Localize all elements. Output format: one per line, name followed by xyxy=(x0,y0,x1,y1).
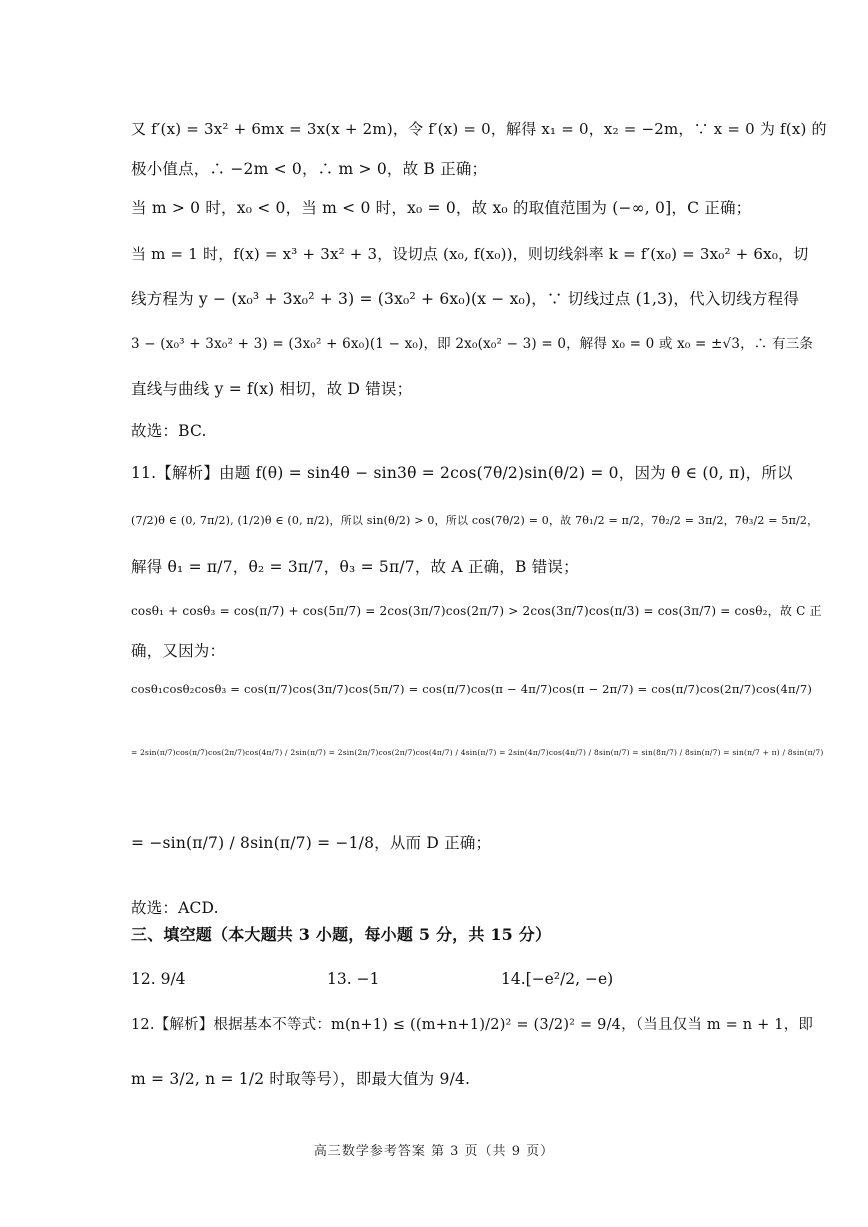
text-line-5: 线方程为 y − (x₀³ + 3x₀² + 3) = (3x₀² + 6x₀)(x − x₀)，∵ 切线过点 (1,3)，代入切线方程得 xyxy=(131,290,800,308)
text-line-10: (7/2)θ ∈ (0, 7π/2), (1/2)θ ∈ (0, π/2)，所以 sin(θ/2) > 0，所以 cos(7θ/2) = 0，故 7θ₁/2 = π/2，7θ₂/2 = 3π/2，7θ₃/2 = 5π/2， xyxy=(131,514,819,527)
text-line-18: 12.【解析】根据基本不等式：m(n+1) ≤ ((m+n+1)/2)² = (3/2)² = 9/4，（当且仅当 m = n + 1，即 xyxy=(131,1017,814,1033)
text-line-12: cosθ₁ + cosθ₃ = cos(π/7) + cos(5π/7) = 2cos(3π/7)cos(2π/7) > 2cos(3π/7)cos(π/3) = cos(3π/7) = cosθ₂，故 C 正 xyxy=(131,604,822,618)
text-line-16: = −sin(π/7) / 8sin(π/7) = −1/8，从而 D 正确； xyxy=(131,834,492,852)
text-line-14: cosθ₁cosθ₂cosθ₃ = cos(π/7)cos(3π/7)cos(5π/7) = cos(π/7)cos(π − 4π/7)cos(π − 2π/7) = cos(π/7)cos(2π/7)cos(4π/7) xyxy=(131,682,813,696)
text-line-7: 直线与曲线 y = f(x) 相切，故 D 错误； xyxy=(131,380,413,398)
answer-14: 14.[−e²/2, −e) xyxy=(501,970,614,988)
text-line-19: m = 3/2, n = 1/2 时取等号），即最大值为 9/4. xyxy=(131,1070,471,1088)
text-line-8: 故选：BC. xyxy=(131,422,207,440)
answer-12: 12. 9/4 xyxy=(131,970,186,988)
text-line-2: 极小值点，∴ −2m < 0，∴ m > 0，故 B 正确； xyxy=(131,160,488,178)
answer-13: 13. −1 xyxy=(327,970,380,988)
text-line-1: 又 f′(x) = 3x² + 6mx = 3x(x + 2m)，令 f′(x) = 0，解得 x₁ = 0，x₂ = −2m，∵ x = 0 为 f(x) 的 xyxy=(131,120,827,138)
text-line-15: = 2sin(π/7)cos(π/7)cos(2π/7)cos(4π/7) / 2sin(π/7) = 2sin(2π/7)cos(2π/7)cos(4π/7) / 4sin(π/7) = 2sin(4π/7)cos(4π/7) / 8sin(π/7) = sin(8π/7) / 8sin(π/7) = sin(π/7 + π) / 8sin(π/7) xyxy=(131,748,824,757)
text-line-17: 故选：ACD. xyxy=(131,899,219,917)
text-line-4: 当 m = 1 时，f(x) = x³ + 3x² + 3，设切点 (x₀, f(x₀))，则切线斜率 k = f′(x₀) = 3x₀² + 6x₀，切 xyxy=(131,245,809,263)
page-footer: 高三数学参考答案 第 3 页（共 9 页） xyxy=(313,1144,555,1159)
text-line-11: 解得 θ₁ = π/7，θ₂ = 3π/7，θ₃ = 5π/7，故 A 正确，B 错误； xyxy=(131,558,579,576)
section-heading: 三、填空题（本大题共 3 小题，每小题 5 分，共 15 分） xyxy=(131,925,552,944)
text-line-13: 确，又因为： xyxy=(131,642,226,660)
fill-in-answers xyxy=(131,960,771,1004)
text-line-9: 11.【解析】由题 f(θ) = sin4θ − sin3θ = 2cos(7θ/2)sin(θ/2) = 0，因为 θ ∈ (0, π)，所以 xyxy=(131,464,793,482)
text-line-3: 当 m > 0 时，x₀ < 0，当 m < 0 时，x₀ = 0，故 x₀ 的取值范围为 (−∞, 0]，C 正确； xyxy=(131,199,752,217)
text-line-6: 3 − (x₀³ + 3x₀² + 3) = (3x₀² + 6x₀)(1 − x₀)，即 2x₀(x₀² − 3) = 0，解得 x₀ = 0 或 x₀ = ±√3，∴ 有三条 xyxy=(131,336,814,352)
